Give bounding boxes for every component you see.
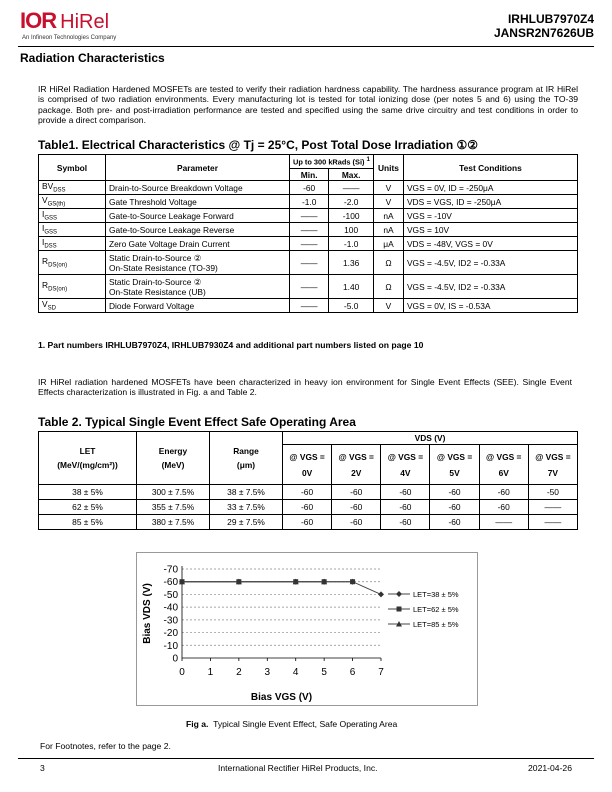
table2-header-vds: VDS (V) — [283, 432, 578, 445]
min-cell: -1.0 — [290, 195, 329, 209]
y-tick-label: -60 — [163, 577, 178, 589]
max-cell: —— — [329, 181, 374, 195]
symbol-sub: SD — [47, 305, 56, 312]
max-cell: 1.36 — [329, 251, 374, 275]
vds-cell: —— — [528, 515, 577, 530]
symbol-cell — [39, 251, 106, 275]
vds-cell: -60 — [332, 500, 381, 515]
intro-paragraph: IR HiRel Radiation Hardened MOSFETs are tested to verify their radiation hardness capability. The hardness assurance program at IR HiRel is comprised of two radiation environments. Every manufacturing lot is tested for total ionizing dose (per notes 5 and 6) using the TO-39 package. Both pre- and post-irradiation performance are tested and specified using the same drive circuitry and test conditions in order to provide a direct comparison. — [38, 84, 578, 126]
energy-cell: 300 ± 7.5% — [137, 485, 210, 500]
range-col-label: Range — [233, 446, 259, 456]
table2-header-energy — [137, 432, 210, 485]
max-cell: -2.0 — [329, 195, 374, 209]
unit-cell: nA — [373, 223, 403, 237]
max-cell: -100 — [329, 209, 374, 223]
min-cell: —— — [290, 209, 329, 223]
x-tick-label: 7 — [378, 667, 384, 678]
range-cell: 33 ± 7.5% — [210, 500, 283, 515]
symbol-sub: DS(on) — [48, 262, 68, 269]
range-cell: 29 ± 7.5% — [210, 515, 283, 530]
table1-row — [39, 223, 578, 237]
let-cell: 85 ± 5% — [39, 515, 137, 530]
table1 — [38, 154, 578, 313]
vds-cell: -60 — [381, 515, 430, 530]
symbol-cell — [39, 181, 106, 195]
vgs-label: @ VGS = — [486, 451, 522, 462]
footnotes-reference: For Footnotes, refer to the page 2. — [40, 741, 171, 751]
vgs-value: 6V — [498, 467, 509, 478]
range-col-unit: (μm) — [236, 460, 256, 470]
symbol-sub: GSS — [44, 215, 57, 222]
table1-header-parameter: Parameter — [106, 155, 290, 181]
symbol-main: R — [42, 256, 49, 267]
logo-subtitle: An Infineon Technologies Company — [22, 35, 117, 41]
table1-row — [39, 195, 578, 209]
range-label: Up to 300 kRads (Si) — [293, 157, 365, 167]
symbol-sub: GSS — [44, 229, 57, 236]
table2-header-vgs — [332, 445, 381, 485]
symbol-cell — [39, 237, 106, 251]
parameter-cell — [106, 195, 290, 209]
let-unit: (MeV/(mg/cm²)) — [57, 460, 118, 470]
part-number-block — [494, 12, 594, 40]
table1-header-symbol: Symbol — [39, 155, 106, 181]
part-number-2: JANSR2N7626UB — [493, 26, 594, 40]
test-condition-cell: VGS = -10V — [403, 209, 577, 223]
table2-title: Table 2. Typical Single Event Effect Safe Operating Area — [38, 415, 356, 429]
table1-header-test: Test Conditions — [403, 155, 577, 181]
symbol-main: V — [42, 299, 48, 310]
table1-header-max: Max. — [329, 169, 374, 181]
vds-cell: -60 — [381, 485, 430, 500]
parameter-line-1: Zero Gate Voltage Drain Current — [109, 238, 230, 249]
parameter-cell — [106, 299, 290, 313]
min-cell: -60 — [290, 181, 329, 195]
fig-a-caption — [186, 719, 397, 729]
vgs-label: @ VGS = — [338, 451, 374, 462]
symbol-cell — [39, 209, 106, 223]
fig-a-chart-frame — [136, 552, 478, 706]
test-condition-cell: VDS = -48V, VGS = 0V — [403, 237, 577, 251]
table2-row — [39, 515, 578, 530]
energy-unit: (MeV) — [161, 460, 185, 470]
table1-row — [39, 181, 578, 195]
fig-a-caption-label: Fig a. — [186, 719, 209, 729]
legend-label: LET=85 ± 5% — [413, 620, 459, 629]
x-tick-label: 1 — [207, 667, 214, 678]
section-title — [20, 51, 165, 65]
parameter-line-2: On-State Resistance (TO-39) — [109, 262, 218, 273]
table2-row — [39, 485, 578, 500]
y-tick-label: 0 — [172, 653, 178, 665]
vgs-value: 7V — [547, 467, 559, 478]
footnote-1: 1. Part numbers IRHLUB7970Z4, IRHLUB7930Z4 and additional part numbers listed on page 10 — [38, 340, 424, 350]
table1-row — [39, 251, 578, 275]
vds-cell: -60 — [283, 515, 332, 530]
parameter-cell — [106, 223, 290, 237]
parameter-line-1: Gate-to-Source Leakage Reverse — [109, 224, 235, 235]
legend-label: LET=38 ± 5% — [413, 590, 459, 599]
min-cell: —— — [290, 223, 329, 237]
test-condition-cell: VDS = VGS, ID = -250μA — [403, 195, 577, 209]
table2-header-vgs — [430, 445, 479, 485]
symbol-cell — [39, 275, 106, 299]
unit-cell: Ω — [373, 275, 403, 299]
fig-a-chart — [137, 553, 477, 705]
table1-header-min: Min. — [290, 169, 329, 181]
vgs-value: 5V — [449, 467, 460, 478]
table1-title: Table1. Electrical Characteristics @ Tj = 25°C, Post Total Dose Irradiation ①② — [38, 138, 479, 152]
vgs-label: @ VGS = — [289, 451, 325, 462]
parameter-line-2: On-State Resistance (UB) — [109, 286, 206, 297]
energy-cell: 355 ± 7.5% — [137, 500, 210, 515]
energy-label: Energy — [158, 446, 188, 456]
symbol-main: I — [42, 209, 45, 220]
parameter-line-1: Gate Threshold Voltage — [109, 196, 197, 207]
legend-marker — [397, 607, 402, 612]
part-number-1: IRHLUB7970Z4 — [507, 12, 594, 26]
vds-cell: -60 — [332, 485, 381, 500]
table2-header-vgs — [479, 445, 528, 485]
vds-cell: -60 — [430, 485, 479, 500]
footer-rule — [18, 758, 594, 759]
vds-cell: -60 — [332, 515, 381, 530]
symbol-cell — [39, 195, 106, 209]
parameter-cell — [106, 209, 290, 223]
symbol-main: R — [42, 280, 49, 291]
max-cell: -1.0 — [329, 237, 374, 251]
test-condition-cell: VGS = 0V, ID = -250μA — [403, 181, 577, 195]
vgs-label: @ VGS = — [535, 451, 571, 462]
vgs-label: @ VGS = — [436, 451, 473, 462]
vds-cell: -60 — [430, 500, 479, 515]
symbol-main: V — [42, 195, 48, 206]
header-rule — [18, 46, 594, 47]
x-tick-label: 2 — [236, 667, 242, 678]
y-tick-label: -50 — [163, 589, 178, 601]
legend-label: LET=62 ± 5% — [413, 605, 459, 614]
parameter-cell — [106, 181, 290, 195]
data-point — [378, 591, 384, 597]
y-tick-label: -70 — [163, 564, 178, 576]
parameter-line-1: Static Drain-to-Source ② — [109, 276, 202, 287]
symbol-sub: DS(on) — [48, 286, 68, 293]
vds-cell: —— — [528, 500, 577, 515]
logo-ir-mark: IOR — [20, 8, 57, 33]
data-point — [350, 579, 355, 584]
x-axis-label: Bias VGS (V) — [250, 692, 313, 703]
vds-cell: -50 — [528, 485, 577, 500]
footer-date: 2021-04-26 — [528, 763, 572, 773]
vgs-value: 0V — [301, 467, 313, 478]
energy-cell: 380 ± 7.5% — [137, 515, 210, 530]
unit-cell: V — [373, 181, 403, 195]
table2-header-let — [39, 432, 137, 485]
symbol-main: BV — [42, 181, 54, 192]
company-logo — [20, 8, 180, 44]
symbol-sub: GS(th) — [47, 201, 66, 208]
vds-cell: -60 — [381, 500, 430, 515]
symbol-main: I — [42, 237, 45, 248]
parameter-cell — [106, 275, 290, 299]
table2-header-vgs — [381, 445, 430, 485]
y-tick-label: -20 — [163, 628, 178, 640]
fig-a-caption-text: Typical Single Event Effect, Safe Operating Area — [213, 719, 398, 729]
parameter-line-1: Static Drain-to-Source ② — [109, 252, 202, 263]
table2-header-vgs — [283, 445, 332, 485]
vds-cell: —— — [479, 515, 528, 530]
vds-cell: -60 — [283, 485, 332, 500]
symbol-main: I — [42, 223, 45, 234]
table2-header-range — [210, 432, 283, 485]
max-cell: 100 — [329, 223, 374, 237]
test-condition-cell: VGS = -4.5V, ID2 = -0.33A — [403, 275, 577, 299]
unit-cell: V — [373, 195, 403, 209]
vds-cell: -60 — [430, 515, 479, 530]
vgs-value: 2V — [351, 467, 362, 478]
let-cell: 62 ± 5% — [39, 500, 137, 515]
parameter-line-1: Gate-to-Source Leakage Forward — [109, 210, 234, 221]
min-cell: —— — [290, 299, 329, 313]
test-condition-cell: VGS = -4.5V, ID2 = -0.33A — [403, 251, 577, 275]
let-label: LET — [79, 446, 96, 456]
vds-cell: -60 — [479, 500, 528, 515]
max-cell: 1.40 — [329, 275, 374, 299]
parameter-line-1: Diode Forward Voltage — [109, 300, 195, 311]
see-paragraph: IR HiRel radiation hardened MOSFETs have been characterized in heavy ion environment for Single Event Effects (SEE). Single Event Effects characterization is illustrated in Fig. a and Table 2. — [38, 377, 572, 398]
parameter-line-1: Drain-to-Source Breakdown Voltage — [109, 182, 243, 193]
legend-marker — [396, 591, 402, 597]
min-cell: —— — [290, 275, 329, 299]
table2 — [38, 431, 578, 530]
y-tick-label: -40 — [163, 602, 178, 614]
table2-row — [39, 500, 578, 515]
parameter-cell — [106, 237, 290, 251]
page-number: 3 — [40, 763, 45, 773]
unit-cell: nA — [373, 209, 403, 223]
y-tick-label: -30 — [163, 615, 178, 627]
x-tick-label: 5 — [321, 667, 327, 678]
vgs-value: 4V — [400, 467, 411, 478]
footer-company: International Rectifier HiRel Products, Inc. — [218, 763, 378, 773]
unit-cell: μA — [373, 237, 403, 251]
table1-row — [39, 275, 578, 299]
x-tick-label: 0 — [179, 667, 185, 678]
table1-row — [39, 299, 578, 313]
symbol-sub: DSS — [53, 187, 66, 194]
test-condition-cell: VGS = 0V, IS = -0.53A — [403, 299, 577, 313]
vgs-label: @ VGS = — [387, 451, 424, 462]
vds-cell: -60 — [283, 500, 332, 515]
x-tick-label: 6 — [349, 667, 356, 678]
table1-row — [39, 209, 578, 223]
min-cell: —— — [290, 251, 329, 275]
x-tick-label: 3 — [264, 667, 271, 678]
table1-row — [39, 237, 578, 251]
y-tick-label: -10 — [163, 640, 178, 652]
vds-cell: -60 — [479, 485, 528, 500]
test-condition-cell: VGS = 10V — [403, 223, 577, 237]
table1-header-units: Units — [373, 155, 403, 181]
unit-cell: Ω — [373, 251, 403, 275]
range-sup: 1 — [366, 156, 370, 164]
symbol-sub: DSS — [44, 243, 57, 250]
y-axis-label: Bias VDS (V) — [142, 583, 153, 644]
symbol-cell — [39, 223, 106, 237]
parameter-cell — [106, 251, 290, 275]
x-tick-label: 4 — [292, 667, 299, 678]
min-cell: —— — [290, 237, 329, 251]
max-cell: -5.0 — [329, 299, 374, 313]
unit-cell: V — [373, 299, 403, 313]
range-cell: 38 ± 7.5% — [210, 485, 283, 500]
table2-header-vgs — [528, 445, 577, 485]
section-title-text: Radiation Characteristics — [20, 51, 165, 65]
let-cell: 38 ± 5% — [39, 485, 137, 500]
table1-header-range — [290, 155, 374, 169]
logo-hirel-text: HiRel — [60, 11, 110, 33]
symbol-cell — [39, 299, 106, 313]
